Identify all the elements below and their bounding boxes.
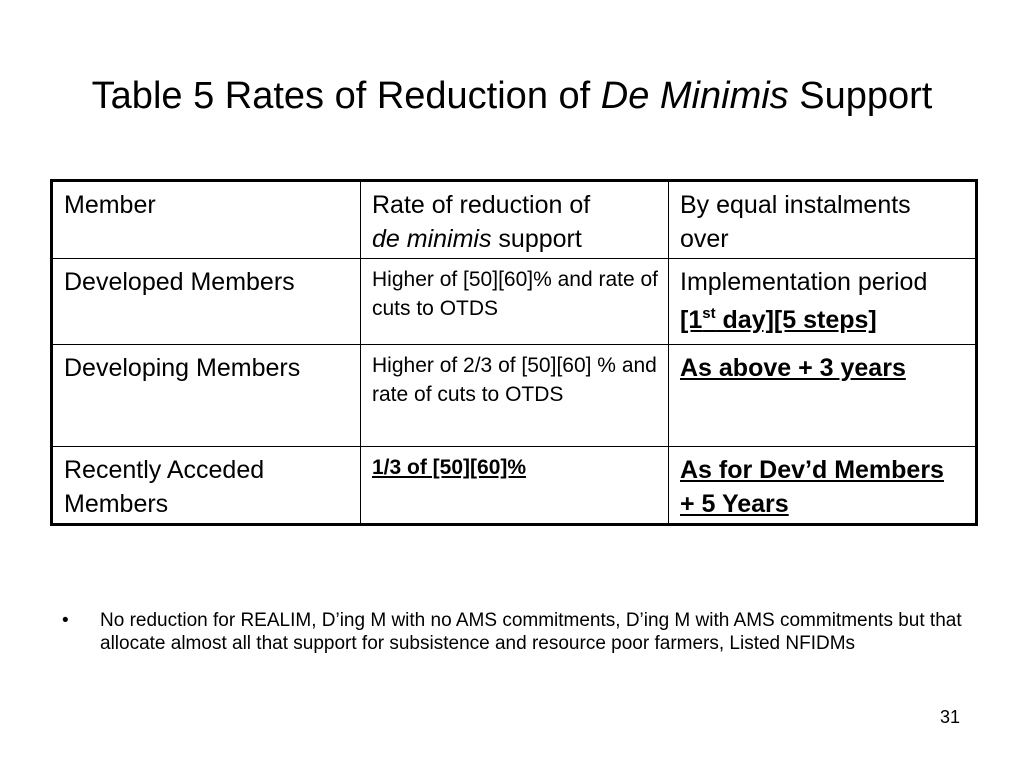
table-row bbox=[52, 345, 977, 447]
title-prefix: Table 5 Rates of Reduction of bbox=[91, 75, 601, 117]
bullet-text: No reduction for REALIM, D’ing M with no AMS commitments, D’ing M with AMS commitments but that allocate almost all that support for subsistence and resource poor farmers, Listed NFIDMs bbox=[100, 610, 962, 654]
table-row bbox=[52, 259, 977, 345]
row-developed-instalments bbox=[669, 259, 977, 345]
title-italic: De Minimis bbox=[600, 75, 789, 117]
row-acceded-member: Recently Acceded Members bbox=[52, 447, 361, 525]
row-acceded-rate: 1/3 of [50][60]% bbox=[361, 447, 669, 525]
table-row bbox=[52, 447, 977, 525]
header-rate: Rate of reduction of de minimis support bbox=[361, 181, 669, 259]
implementation-steps: [1st day][5 steps] bbox=[680, 305, 877, 334]
header-instalments: By equal instalments over bbox=[669, 181, 977, 259]
title-suffix: Support bbox=[788, 75, 933, 117]
row-acceded-instalments: As for Dev’d Members + 5 Years bbox=[669, 447, 977, 525]
table-header-row bbox=[52, 181, 977, 259]
bullet-marker: • bbox=[62, 610, 69, 631]
row-developing-instalments: As above + 3 years bbox=[669, 345, 977, 447]
header-member: Member bbox=[52, 181, 361, 259]
page-number: 31 bbox=[939, 707, 960, 727]
header-rate-italic: de minimis bbox=[372, 225, 492, 253]
list-item bbox=[62, 609, 962, 655]
row-developed-rate: Higher of [50][60]% and rate of cuts to OTDS bbox=[361, 259, 669, 345]
reduction-rates-table bbox=[50, 179, 978, 526]
implementation-period-text: Implementation period bbox=[680, 268, 928, 296]
row-developing-rate: Higher of 2/3 of [50][60] % and rate of cuts to OTDS bbox=[361, 345, 669, 447]
bullet-list bbox=[62, 609, 962, 655]
slide-title bbox=[0, 72, 1024, 120]
row-developed-member: Developed Members bbox=[52, 259, 361, 345]
row-developing-member: Developing Members bbox=[52, 345, 361, 447]
